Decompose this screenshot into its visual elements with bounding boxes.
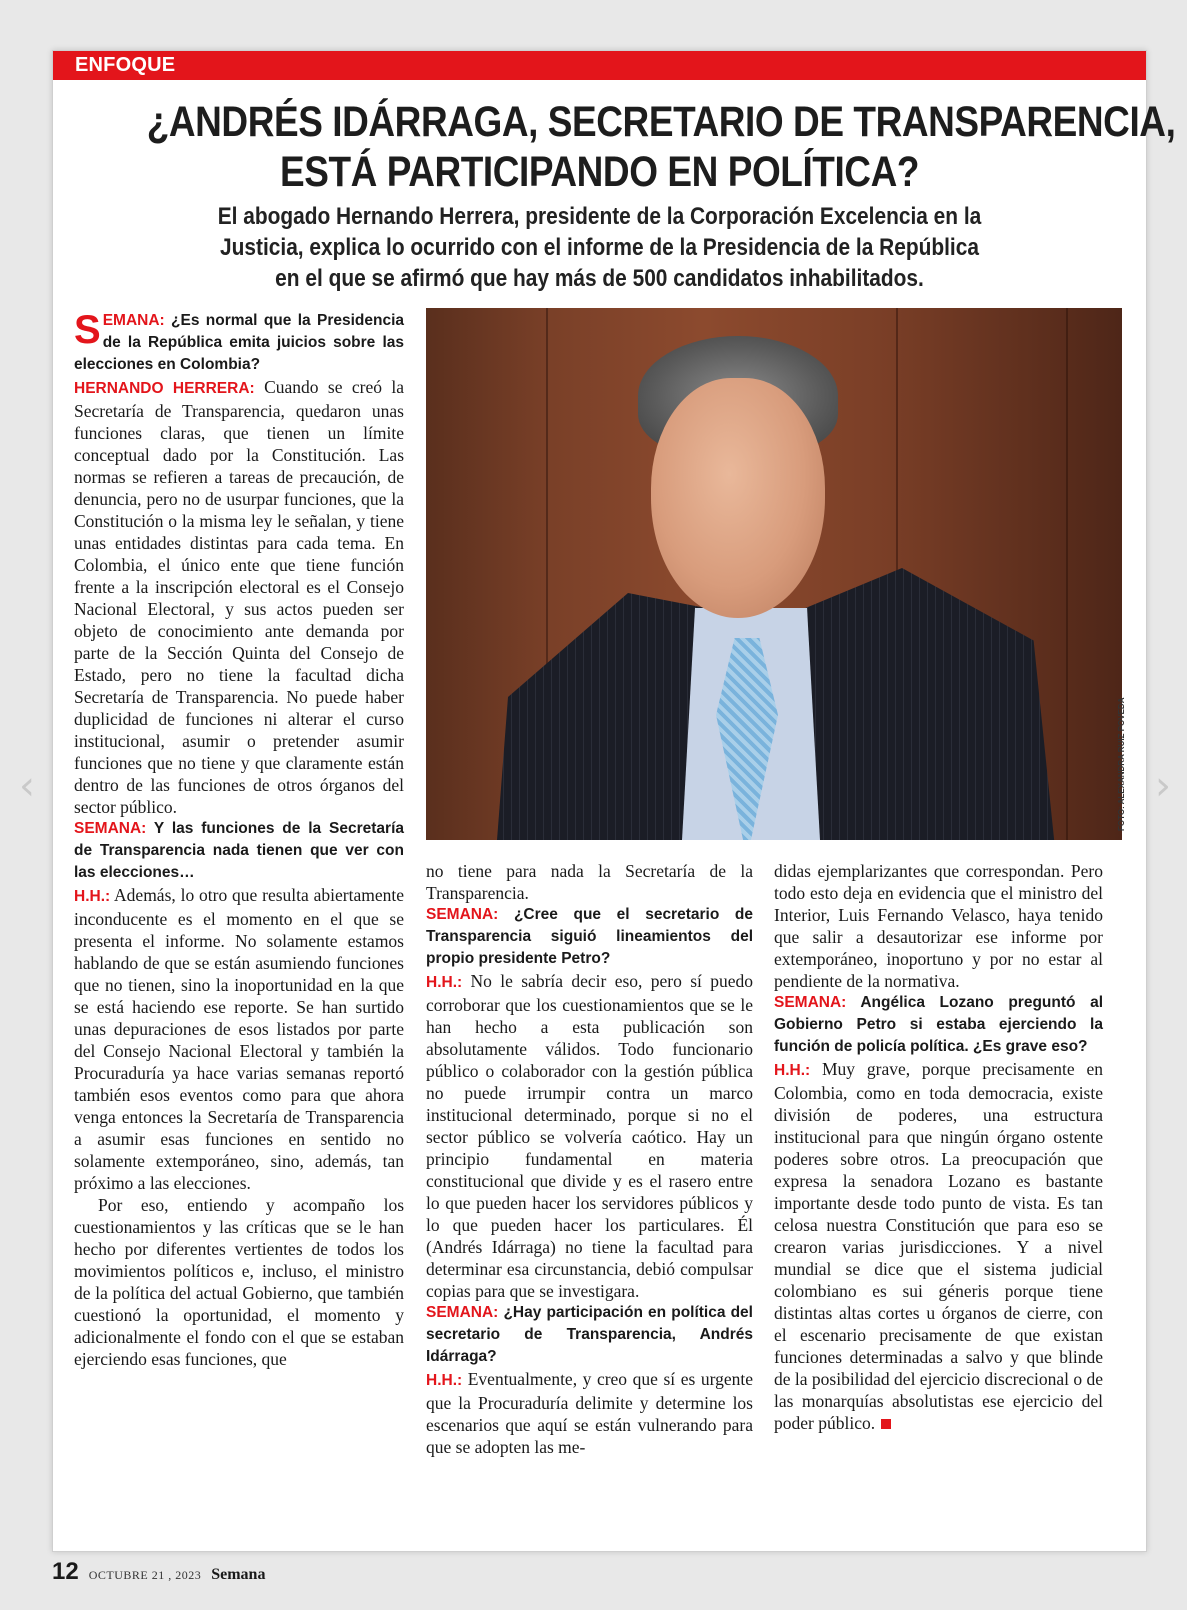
column-2-continuation: no tiene para nada la Secretaría de la Transparencia. — [426, 861, 753, 903]
answer-5: H.H.: Muy grave, porque precisamente en Colombia, como en toda democracia, existe división de poderes, una estructura institucional para que ningún órgano ostente poderes sobre otros. La preocupación que expresa la senadora Lozano es bastante importante desde todo punto de vista. Es tan celosa nuestra Constitución que para eso se crearon varias jurisdicciones. Y a nivel mundial se dice que el sistema judicial colombiano es sui géneris porque tiene distintas altas cortes u órganos de cierre, con el escenario precisamente de que existan funciones determinadas a salvo y que blinde de la posibilidad del ejercicio discrecional o de las monarquías absolutistas ese ejercicio del poder público. — [774, 1059, 1103, 1433]
issue-date: OCTUBRE 21 , 2023 — [88, 1568, 202, 1582]
subheadline — [113, 201, 1086, 294]
next-page-arrow-icon[interactable]: › — [1155, 763, 1171, 809]
section-label: ENFOQUE — [75, 54, 176, 76]
portrait-photo — [426, 308, 1122, 840]
question-3: SEMANA: ¿Cree que el secretario de Transparencia siguió lineamientos del propio presidente Petro? — [426, 906, 753, 967]
column-3-continuation: didas ejemplarizantes que correspondan. Pero todo esto deja en evidencia que el ministro del Interior, Luis Fernando Velasco, haya tenido que salir a desautorizar ese informe por extemporáneo, inoportuno y por no estar al pendiente de la normativa. — [774, 861, 1103, 991]
question-4: SEMANA: ¿Hay participación en política del secretario de Transparencia, Andrés Idárraga? — [426, 1304, 753, 1365]
subheadline-line-3: en el que se afirmó que hay más de 500 candidatos inhabilitados. — [275, 265, 924, 292]
answer-3: H.H.: No le sabría decir eso, pero sí puedo corroborar que los cuestionamientos que se le han hecho a esta publicación son absolutamente válidos. Todo funcionario público o colaborador con la gestión pública no puede irrumpir contra un marco institucional determinado, porque si no el sector público se volvería caótico. Hay un principio fundamental en materia constitucional que divide y es el rasero entre lo que pueden hacer los servidores públicos y lo que pueden hacer los particulares. Él (Andrés Idárraga) no tiene la facultad para determinar esa circunstancia, debió compulsar copias para que se investigara. — [426, 971, 753, 1301]
answer-2: H.H.: Además, lo otro que resulta abiertamente inconducente es el momento en el que se presenta el informe. No solamente estamos hablando de que se están asumiendo funciones que no tienen, sino la inoportunidad en la que se está haciendo ese reporte. Se han surtido unas depuraciones de esos listados por parte del Consejo Nacional Electoral y también la Procuraduría ya hace varias semanas reportó también esos eventos como para que ahora venga entonces la Secretaría de Transparencia a asumir esas funciones en sentido no solamente extemporáneo, sino, además, tan próximo a las elecciones. — [74, 885, 404, 1193]
article-column-2 — [426, 860, 753, 1458]
answer-1: HERNANDO HERRERA: Cuando se creó la Secretaría de Transparencia, quedaron unas funciones claras, que tienen un límite conceptual dado por la Constitución. Las normas se refieren a tareas de precaución, de denuncia, pero no de usurpar funciones, que la Constitución o la misma ley le señalan, y tiene unas entidades distintas para cada tema. En Colombia, el único ente que tiene función frente a la inscripción electoral es el Consejo Nacional Electoral, y sus actos pueden ser objeto de conocimiento ante demanda por parte de la Sección Quinta del Consejo de Estado, pero no tiene la facultad dicha Secretaría de Transparencia. No puede haber duplicidad de funciones ni alterar el curso institucional, asumir o pretender asumir funciones que no tiene y que claramente están dentro de las funciones de otros órganos del sector público. — [74, 377, 404, 817]
drop-cap: S — [74, 308, 101, 352]
photo-credit: FOTO: ALEXANDRA RUIZ POVEDA — [1117, 697, 1126, 831]
subheadline-line-2: Justicia, explica lo ocurrido con el informe de la Presidencia de la República — [220, 234, 979, 261]
page-number: 12 — [52, 1558, 79, 1585]
headline-line-2: ESTÁ PARTICIPANDO EN POLÍTICA? — [279, 148, 920, 196]
answer-2-paragraph-2: Por eso, entiendo y acompaño los cuestionamientos y las críticas que se le han hecho por diferentes vertientes de todos los movimientos políticos e, incluso, el ministro de la política del actual Gobierno, que también cuestionó la oportunidad, el momento y adicionalmente el fondo con el que se estaban ejerciendo esas funciones, que — [74, 1195, 404, 1369]
question-2: SEMANA: Y las funciones de la Secretaría de Transparencia nada tienen que ver con las elecciones… — [74, 820, 404, 881]
subheadline-line-1: El abogado Hernando Herrera, presidente de la Corporación Excelencia en la — [217, 203, 982, 230]
article-column-3 — [774, 860, 1103, 1434]
magazine-name: Semana — [211, 1566, 266, 1583]
article-column-1 — [74, 310, 404, 1370]
headline-line-1: ¿ANDRÉS IDÁRRAGA, SECRETARIO DE TRANSPARENCIA, — [146, 98, 1176, 146]
question-5: SEMANA: Angélica Lozano preguntó al Gobierno Petro si estaba ejerciendo la función de policía política. ¿Es grave eso? — [774, 994, 1103, 1055]
question-1: SEMANA: ¿Es normal que la Presidencia de la República emita juicios sobre las elecciones en Colombia? — [74, 308, 404, 373]
headline — [146, 97, 1176, 197]
page-footer — [52, 1558, 265, 1588]
answer-4: H.H.: Eventualmente, y creo que sí es urgente que la Procuraduría delimite y determine los escenarios que aquí se están vulnerando para que se adopten las me- — [426, 1369, 753, 1457]
magazine-page — [52, 50, 1176, 1552]
section-bar — [53, 51, 1146, 80]
prev-page-arrow-icon[interactable]: ‹ — [19, 763, 35, 809]
end-of-article-mark — [881, 1419, 891, 1429]
